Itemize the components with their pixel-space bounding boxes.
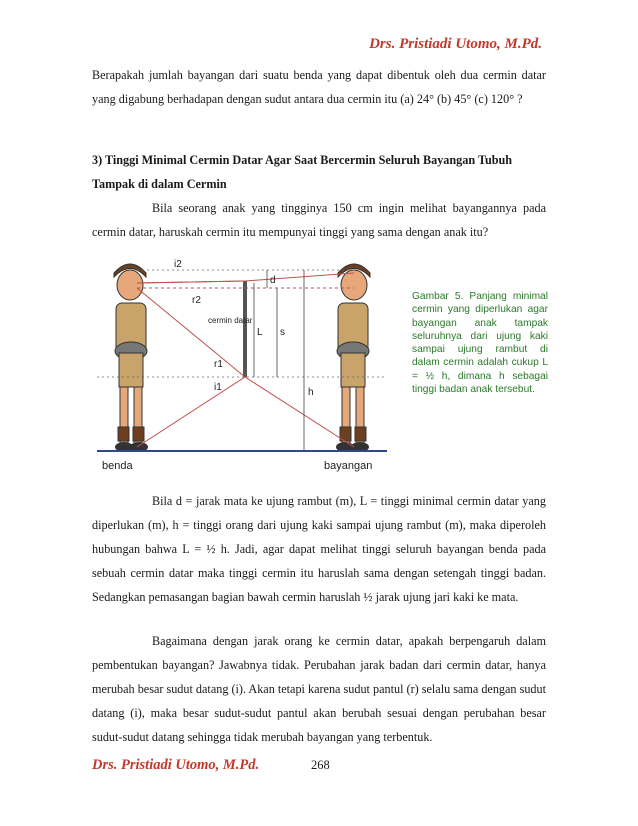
label-L: L bbox=[257, 327, 263, 338]
problem-paragraph: Bila seorang anak yang tingginya 150 cm ingin melihat bayangannya pada cermin datar, haruskah cermin itu mempunyai tinggi yang sama dengan anak itu? bbox=[92, 201, 546, 239]
header-author: Drs. Pristiadi Utomo, M.Pd. bbox=[369, 36, 542, 52]
mirror-figure bbox=[92, 255, 392, 485]
footer-author: Drs. Pristiadi Utomo, M.Pd. bbox=[92, 757, 260, 773]
image-person bbox=[336, 264, 370, 452]
intro-question: Berapakah jumlah bayangan dari suatu benda yang dapat dibentuk oleh dua cermin datar yang digabung berhadapan dengan sudut antara dua cermin itu (a) 24° (b) 45° (c) 120° ? bbox=[92, 68, 546, 106]
figure-caption: Gambar 5. Panjang minimal cermin yang diperlukan agar bayangan anak tampak seluruhnya dari ujung kaki sampai ujung rambut di dalam cermin adalah cukup L = ½ h, dimana h sebagai tinggi badan anak tersebut. bbox=[412, 291, 548, 396]
flat-mirror bbox=[243, 281, 247, 377]
object-person bbox=[114, 264, 148, 452]
mirror-diagram bbox=[92, 255, 392, 485]
label-r1: r1 bbox=[214, 359, 223, 370]
label-image: bayangan bbox=[324, 460, 373, 472]
label-i1: i1 bbox=[214, 382, 222, 393]
section-title: 3) Tinggi Minimal Cermin Datar Agar Saat Bercermin Seluruh Bayangan Tubuh Tampak di dalam Cermin bbox=[92, 153, 513, 191]
label-s: s bbox=[280, 327, 285, 338]
body-paragraph-1: Bila d = jarak mata ke ujung rambut (m), L = tinggi minimal cermin datar yang diperlukan (m), h = tinggi orang dari ujung kaki sampai ujung rambut (m), maka diperoleh hubungan bahwa L = ½ h. Jadi, agar dapat melihat tinggi seluruh bayangan benda pada sebuah cermin datar maka tinggi cermin itu haruslah sama dengan setengah tinggi badan. Sedangkan pemasangan bagian bawah cermin haruslah ½ jarak ujung jari kaki ke mata. bbox=[92, 494, 546, 604]
body-paragraph-2: Bagaimana dengan jarak orang ke cermin datar, apakah berpengaruh dalam pembentukan bayangan? Jawabnya tidak. Perubahan jarak badan dari cermin datar, hanya merubah besar sudut datang (i). Akan tetapi karena sudut pantul (r) selalu sama dengan sudut datang (i), maka besar sudut-sudut pantul akan berubah sesuai dengan perubahan besar sudut-sudut datang sehingga tidak merubah bayangan yang terbentuk. bbox=[92, 634, 546, 744]
label-i2: i2 bbox=[174, 259, 182, 270]
label-d: d bbox=[270, 275, 276, 286]
label-object: benda bbox=[102, 460, 133, 472]
dimension-lines bbox=[254, 270, 304, 451]
label-r2: r2 bbox=[192, 295, 201, 306]
label-h: h bbox=[308, 387, 314, 398]
page-number: 268 bbox=[311, 758, 330, 772]
label-mirror: cermin datar bbox=[208, 316, 253, 325]
